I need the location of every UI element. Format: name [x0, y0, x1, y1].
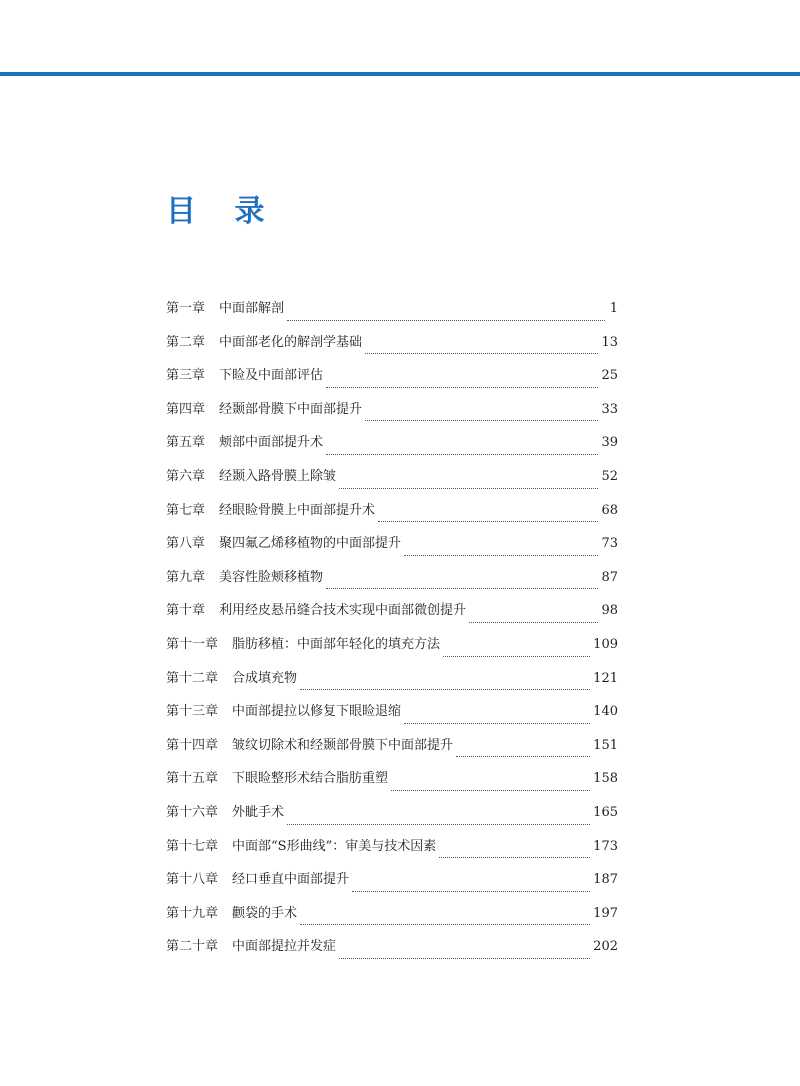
toc-entry[interactable] [166, 902, 618, 936]
toc-entry[interactable] [166, 599, 618, 633]
dot-leader [339, 487, 598, 489]
page-number: 109 [593, 636, 618, 652]
page-title: 目 录 [166, 194, 279, 229]
dot-leader [326, 587, 598, 589]
chapter-number: 第四章 [166, 401, 206, 417]
page-number: 33 [601, 401, 618, 417]
chapter-number: 第二十章 [166, 939, 219, 955]
chapter-title: 颧袋的手术 [232, 905, 298, 921]
toc-entry[interactable] [166, 532, 618, 566]
chapter-title: 外眦手术 [232, 804, 285, 820]
page-number: 158 [593, 771, 618, 787]
dot-leader [339, 957, 590, 959]
chapter-title: 颊部中面部提升术 [219, 435, 324, 451]
chapter-title: 经眼睑骨膜上中面部提升术 [219, 502, 376, 518]
page-number: 202 [593, 939, 618, 955]
chapter-title: 下睑及中面部评估 [219, 368, 324, 384]
chapter-number: 第十二章 [166, 670, 219, 686]
page-number: 151 [593, 737, 618, 753]
dot-leader [365, 352, 598, 354]
toc-entry[interactable] [166, 935, 618, 969]
page-number: 13 [601, 334, 618, 350]
page-number: 25 [601, 368, 618, 384]
chapter-title: 经口垂直中面部提升 [232, 872, 350, 888]
chapter-number: 第三章 [166, 368, 206, 384]
page-number: 87 [601, 569, 618, 585]
toc-entry[interactable] [166, 801, 618, 835]
dot-leader [443, 655, 590, 657]
chapter-title: 中面部老化的解剖学基础 [219, 334, 363, 350]
toc-entry[interactable] [166, 465, 618, 499]
chapter-title: 中面部解剖 [219, 301, 285, 316]
chapter-title: 皱纹切除术和经颞部骨膜下中面部提升 [232, 737, 454, 753]
toc-entry[interactable] [166, 700, 618, 734]
page-number: 68 [601, 502, 618, 518]
chapter-title: 美容性脸颊移植物 [219, 569, 324, 585]
dot-leader [287, 823, 590, 825]
chapter-number: 第十九章 [166, 905, 219, 921]
toc-entry[interactable] [166, 566, 618, 600]
chapter-title: 利用经皮悬吊缝合技术实现中面部微创提升 [219, 603, 467, 619]
chapter-title: 中面部提拉并发症 [232, 939, 337, 955]
dot-leader [326, 453, 598, 455]
page-number: 121 [593, 670, 618, 686]
toc-entry[interactable] [166, 499, 618, 533]
page-number: 165 [593, 804, 618, 820]
chapter-number: 第六章 [166, 468, 206, 484]
chapter-title: 下眼睑整形术结合脂肪重塑 [232, 771, 389, 787]
toc-entry[interactable] [166, 767, 618, 801]
page-number: 173 [593, 838, 618, 854]
dot-leader [287, 319, 605, 321]
chapter-number: 第十四章 [166, 737, 219, 753]
table-of-contents [166, 297, 618, 969]
chapter-title: 经颞入路骨膜上除皱 [219, 468, 337, 484]
chapter-number: 第十七章 [166, 838, 219, 854]
dot-leader [365, 419, 598, 421]
chapter-number: 第十五章 [166, 771, 219, 787]
toc-entry[interactable] [166, 331, 618, 365]
chapter-title: 经颞部骨膜下中面部提升 [219, 401, 363, 417]
toc-entry[interactable] [166, 297, 618, 331]
chapter-number: 第七章 [166, 502, 206, 518]
page-number: 1 [609, 301, 618, 316]
dot-leader [391, 789, 590, 791]
chapter-title: 中面部提拉以修复下眼睑退缩 [232, 704, 402, 720]
toc-entry[interactable] [166, 431, 618, 465]
page-number: 197 [593, 905, 618, 921]
page-number: 39 [601, 435, 618, 451]
chapter-title: 聚四氟乙烯移植物的中面部提升 [219, 536, 402, 552]
toc-entry[interactable] [166, 633, 618, 667]
toc-entry[interactable] [166, 364, 618, 398]
chapter-number: 第八章 [166, 536, 206, 552]
chapter-number: 第十八章 [166, 872, 219, 888]
chapter-number: 第二章 [166, 334, 206, 350]
dot-leader [404, 722, 590, 724]
chapter-number: 第九章 [166, 569, 206, 585]
page-number: 140 [593, 704, 618, 720]
toc-entry[interactable] [166, 835, 618, 869]
dot-leader [352, 890, 590, 892]
dot-leader [404, 554, 598, 556]
dot-leader [326, 386, 598, 388]
page-number: 73 [601, 536, 618, 552]
toc-entry[interactable] [166, 868, 618, 902]
chapter-number: 第十六章 [166, 804, 219, 820]
chapter-number: 第十章 [166, 603, 206, 619]
dot-leader [300, 923, 590, 925]
chapter-title: 脂肪移植：中面部年轻化的填充方法 [232, 636, 441, 652]
chapter-number: 第五章 [166, 435, 206, 451]
header-rule [0, 72, 800, 76]
chapter-number: 第一章 [166, 301, 206, 316]
dot-leader [439, 856, 590, 858]
dot-leader [300, 688, 590, 690]
page-number: 52 [601, 468, 618, 484]
page-number: 187 [593, 872, 618, 888]
dot-leader [378, 520, 598, 522]
chapter-title: 合成填充物 [232, 670, 298, 686]
chapter-number: 第十三章 [166, 704, 219, 720]
dot-leader [456, 755, 590, 757]
chapter-title: 中面部“S形曲线”：审美与技术因素 [232, 838, 437, 854]
page-number: 98 [601, 603, 618, 619]
chapter-number: 第十一章 [166, 636, 219, 652]
toc-entry[interactable] [166, 398, 618, 432]
toc-entry[interactable] [166, 734, 618, 768]
toc-entry[interactable] [166, 667, 618, 701]
dot-leader [469, 621, 598, 623]
